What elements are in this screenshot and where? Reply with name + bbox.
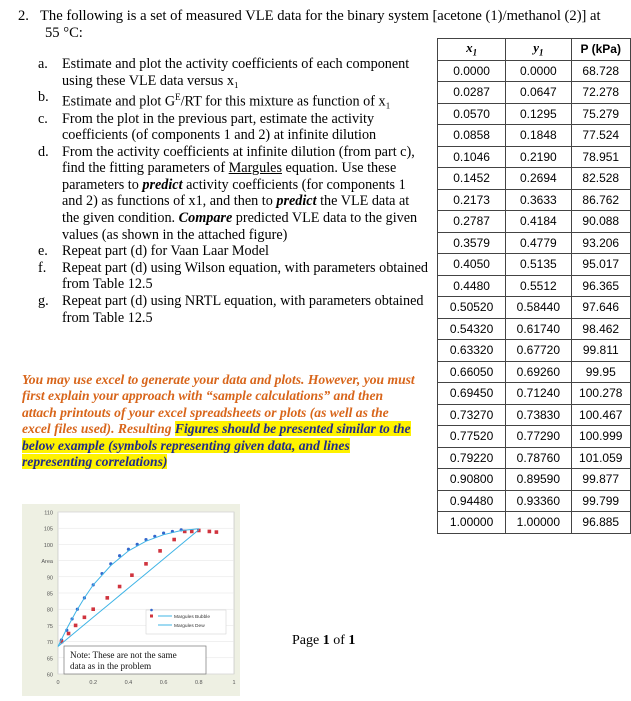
- cell-pressure: 96.885: [571, 512, 631, 534]
- cell-pressure: 68.728: [571, 60, 631, 82]
- cell-x1: 0.79220: [438, 447, 506, 469]
- cell-y1: 0.61740: [506, 318, 571, 340]
- data-point: [105, 596, 109, 600]
- y-tick-label: 110: [44, 510, 53, 517]
- legend-box: [146, 610, 226, 634]
- data-point: [208, 530, 212, 534]
- cell-pressure: 99.877: [571, 469, 631, 491]
- data-point: [83, 616, 87, 620]
- cell-pressure: 100.467: [571, 404, 631, 426]
- data-point: [172, 538, 176, 542]
- y-tick-label: 75: [46, 623, 53, 630]
- cell-y1: 0.93360: [506, 490, 571, 512]
- cell-pressure: 100.999: [571, 426, 631, 448]
- cell-pressure: 99.799: [571, 490, 631, 512]
- example-figure: [22, 504, 240, 696]
- header-pressure: P (kPa): [571, 39, 631, 61]
- example-vle-chart: [22, 504, 240, 696]
- legend-marker-red: [150, 615, 153, 618]
- table-row: [438, 254, 631, 276]
- cell-x1: 0.1452: [438, 168, 506, 190]
- note-text-line2: data as in the problem: [70, 661, 152, 671]
- part-f: f. Repeat part (d) using Wilson equation, with parameters obtained from Table 12.5: [38, 259, 428, 293]
- table-row: [438, 275, 631, 297]
- cell-pressure: 82.528: [571, 168, 631, 190]
- cell-pressure: 75.279: [571, 103, 631, 125]
- y-tick-label: Area: [41, 559, 53, 566]
- table-row: [438, 318, 631, 340]
- table-header-row: [438, 39, 631, 61]
- table-body: [438, 60, 631, 533]
- cell-x1: 1.00000: [438, 512, 506, 534]
- table-row: [438, 82, 631, 104]
- cell-y1: 0.77290: [506, 426, 571, 448]
- cell-y1: 0.4184: [506, 211, 571, 233]
- x-tick-label: 0.2: [89, 680, 98, 686]
- cell-pressure: 98.462: [571, 318, 631, 340]
- excel-instructions: [22, 372, 417, 470]
- cell-y1: 0.78760: [506, 447, 571, 469]
- table-row: [438, 103, 631, 125]
- current-page: 1: [322, 633, 330, 648]
- header-x1: $x_1$: [438, 39, 506, 61]
- data-point: [67, 632, 71, 636]
- table-row: [438, 469, 631, 491]
- legend-marker-blue: [150, 609, 153, 612]
- cell-pressure: 78.951: [571, 146, 631, 168]
- page-footer: Page 1 of 1: [292, 633, 356, 648]
- cell-x1: 0.94480: [438, 490, 506, 512]
- cell-y1: 0.73830: [506, 404, 571, 426]
- cell-x1: 0.0287: [438, 82, 506, 104]
- cell-x1: 0.0570: [438, 103, 506, 125]
- data-point: [118, 585, 122, 589]
- cell-pressure: 99.811: [571, 340, 631, 362]
- instructions-highlight: Figures should be presented similar to the below example (symbols representing given data, and lines representing correlations): [22, 421, 411, 470]
- cell-x1: 0.1046: [438, 146, 506, 168]
- cell-x1: 0.3579: [438, 232, 506, 254]
- table-row: [438, 426, 631, 448]
- cell-y1: 1.00000: [506, 512, 571, 534]
- cell-pressure: 97.646: [571, 297, 631, 319]
- cell-pressure: 99.95: [571, 361, 631, 383]
- cell-x1: 0.54320: [438, 318, 506, 340]
- data-point: [144, 562, 148, 566]
- cell-pressure: 72.278: [571, 82, 631, 104]
- data-point: [91, 607, 95, 611]
- cell-pressure: 90.088: [571, 211, 631, 233]
- cell-y1: 0.5512: [506, 275, 571, 297]
- cell-x1: 0.66050: [438, 361, 506, 383]
- cell-y1: 0.5135: [506, 254, 571, 276]
- problem-intro-line1: The following is a set of measured VLE data for the binary system [acetone (1)/methanol (2)] at: [40, 8, 601, 24]
- y-tick-label: 60: [46, 672, 53, 679]
- header-y1: $y_1$: [506, 39, 571, 61]
- part-a: a. Estimate and plot the activity coefficients of each component using these VLE data versus x₁: [38, 56, 410, 89]
- cell-y1: 0.3633: [506, 189, 571, 211]
- cell-x1: 0.77520: [438, 426, 506, 448]
- cell-y1: 0.89590: [506, 469, 571, 491]
- table-row: [438, 168, 631, 190]
- cell-x1: 0.2173: [438, 189, 506, 211]
- instructions-text: You may use excel to generate your data and plots. However, you must first explain your approach with “sample calculations” and then attach printouts of your excel spreadsheets or plots (as well as the excel files used). Resulting: [22, 372, 415, 437]
- cell-y1: 0.67720: [506, 340, 571, 362]
- y-tick-label: 105: [43, 526, 53, 533]
- cell-y1: 0.1295: [506, 103, 571, 125]
- data-point: [130, 573, 134, 577]
- problem-intro-line2: 55 °C:: [45, 25, 83, 41]
- x-tick-label: 0: [56, 680, 60, 686]
- part-a-text: Estimate and plot the activity coefficients of each component using these VLE data versus x₁: [62, 56, 410, 89]
- cell-x1: 0.50520: [438, 297, 506, 319]
- problem-number: 2.: [18, 8, 29, 24]
- y-tick-label: 90: [46, 575, 53, 582]
- cell-x1: 0.69450: [438, 383, 506, 405]
- data-point: [190, 530, 194, 534]
- data-point: [215, 530, 219, 534]
- cell-pressure: 93.206: [571, 232, 631, 254]
- cell-pressure: 100.278: [571, 383, 631, 405]
- cell-y1: 0.0000: [506, 60, 571, 82]
- part-b: b. Estimate and plot $G^E/RT$ for this mixture as function of x₁: [38, 89, 391, 110]
- part-d: d. From the activity coefficients at infinite dilution (from part c), find the fitting parameters of Margules equation. Use these parameters to predict activity coefficients (for components 1 and 2) as functions of x1, and then to predict the VLE data at the given condition. Compare predicted VLE data to the given values (as shown in the attached figure): [38, 143, 418, 243]
- part-c: c. From the plot in the previous part, estimate the activity coefficients (of components 1 and 2) at infinite dilution: [38, 110, 377, 144]
- table-row: [438, 404, 631, 426]
- table-row: [438, 232, 631, 254]
- cell-pressure: 86.762: [571, 189, 631, 211]
- part-g: g. Repeat part (d) using NRTL equation, with parameters obtained from Table 12.5: [38, 293, 424, 326]
- x-tick-label: 0.6: [159, 680, 168, 686]
- legend-label: Margules Bubble: [174, 615, 210, 620]
- note-text-line1: Note: These are not the same: [70, 650, 177, 660]
- total-pages: 1: [348, 633, 356, 648]
- cell-y1: 0.2190: [506, 146, 571, 168]
- y-tick-label: 80: [46, 607, 53, 614]
- table-row: [438, 189, 631, 211]
- table-row: [438, 60, 631, 82]
- cell-y1: 0.0647: [506, 82, 571, 104]
- cell-x1: 0.63320: [438, 340, 506, 362]
- cell-x1: 0.0858: [438, 125, 506, 147]
- legend-label: Margules Dew: [174, 624, 205, 629]
- problem-parts-list: [38, 56, 428, 326]
- cell-pressure: 101.059: [571, 447, 631, 469]
- margules-word: Margules: [228, 160, 282, 177]
- table-row: [438, 490, 631, 512]
- data-point: [74, 624, 78, 628]
- cell-y1: 0.69260: [506, 361, 571, 383]
- data-point: [158, 549, 162, 553]
- cell-y1: 0.71240: [506, 383, 571, 405]
- part-e: e. Repeat part (d) for Vaan Laar Model: [38, 243, 269, 260]
- cell-y1: 0.2694: [506, 168, 571, 190]
- table-row: [438, 383, 631, 405]
- table-row: [438, 512, 631, 534]
- y-tick-label: 70: [46, 640, 53, 647]
- x-tick-label: 0.4: [124, 680, 133, 686]
- cell-pressure: 77.524: [571, 125, 631, 147]
- cell-pressure: 96.365: [571, 275, 631, 297]
- table-row: [438, 211, 631, 233]
- cell-y1: 0.58440: [506, 297, 571, 319]
- y-tick-label: 85: [46, 591, 53, 598]
- cell-x1: 0.4480: [438, 275, 506, 297]
- table-row: [438, 125, 631, 147]
- y-tick-label: 65: [46, 656, 53, 663]
- table-row: [438, 361, 631, 383]
- table-row: [438, 146, 631, 168]
- cell-x1: 0.4050: [438, 254, 506, 276]
- table-row: [438, 447, 631, 469]
- x-tick-label: 1: [232, 680, 236, 686]
- cell-x1: 0.2787: [438, 211, 506, 233]
- x-tick-label: 0.8: [194, 680, 203, 686]
- cell-pressure: 95.017: [571, 254, 631, 276]
- y-tick-label: 100: [43, 542, 53, 549]
- table-row: [438, 340, 631, 362]
- problem-statement: [18, 8, 623, 42]
- cell-x1: 0.90800: [438, 469, 506, 491]
- cell-x1: 0.73270: [438, 404, 506, 426]
- cell-y1: 0.4779: [506, 232, 571, 254]
- cell-x1: 0.0000: [438, 60, 506, 82]
- cell-y1: 0.1848: [506, 125, 571, 147]
- vle-data-table: [437, 38, 631, 534]
- table-row: [438, 297, 631, 319]
